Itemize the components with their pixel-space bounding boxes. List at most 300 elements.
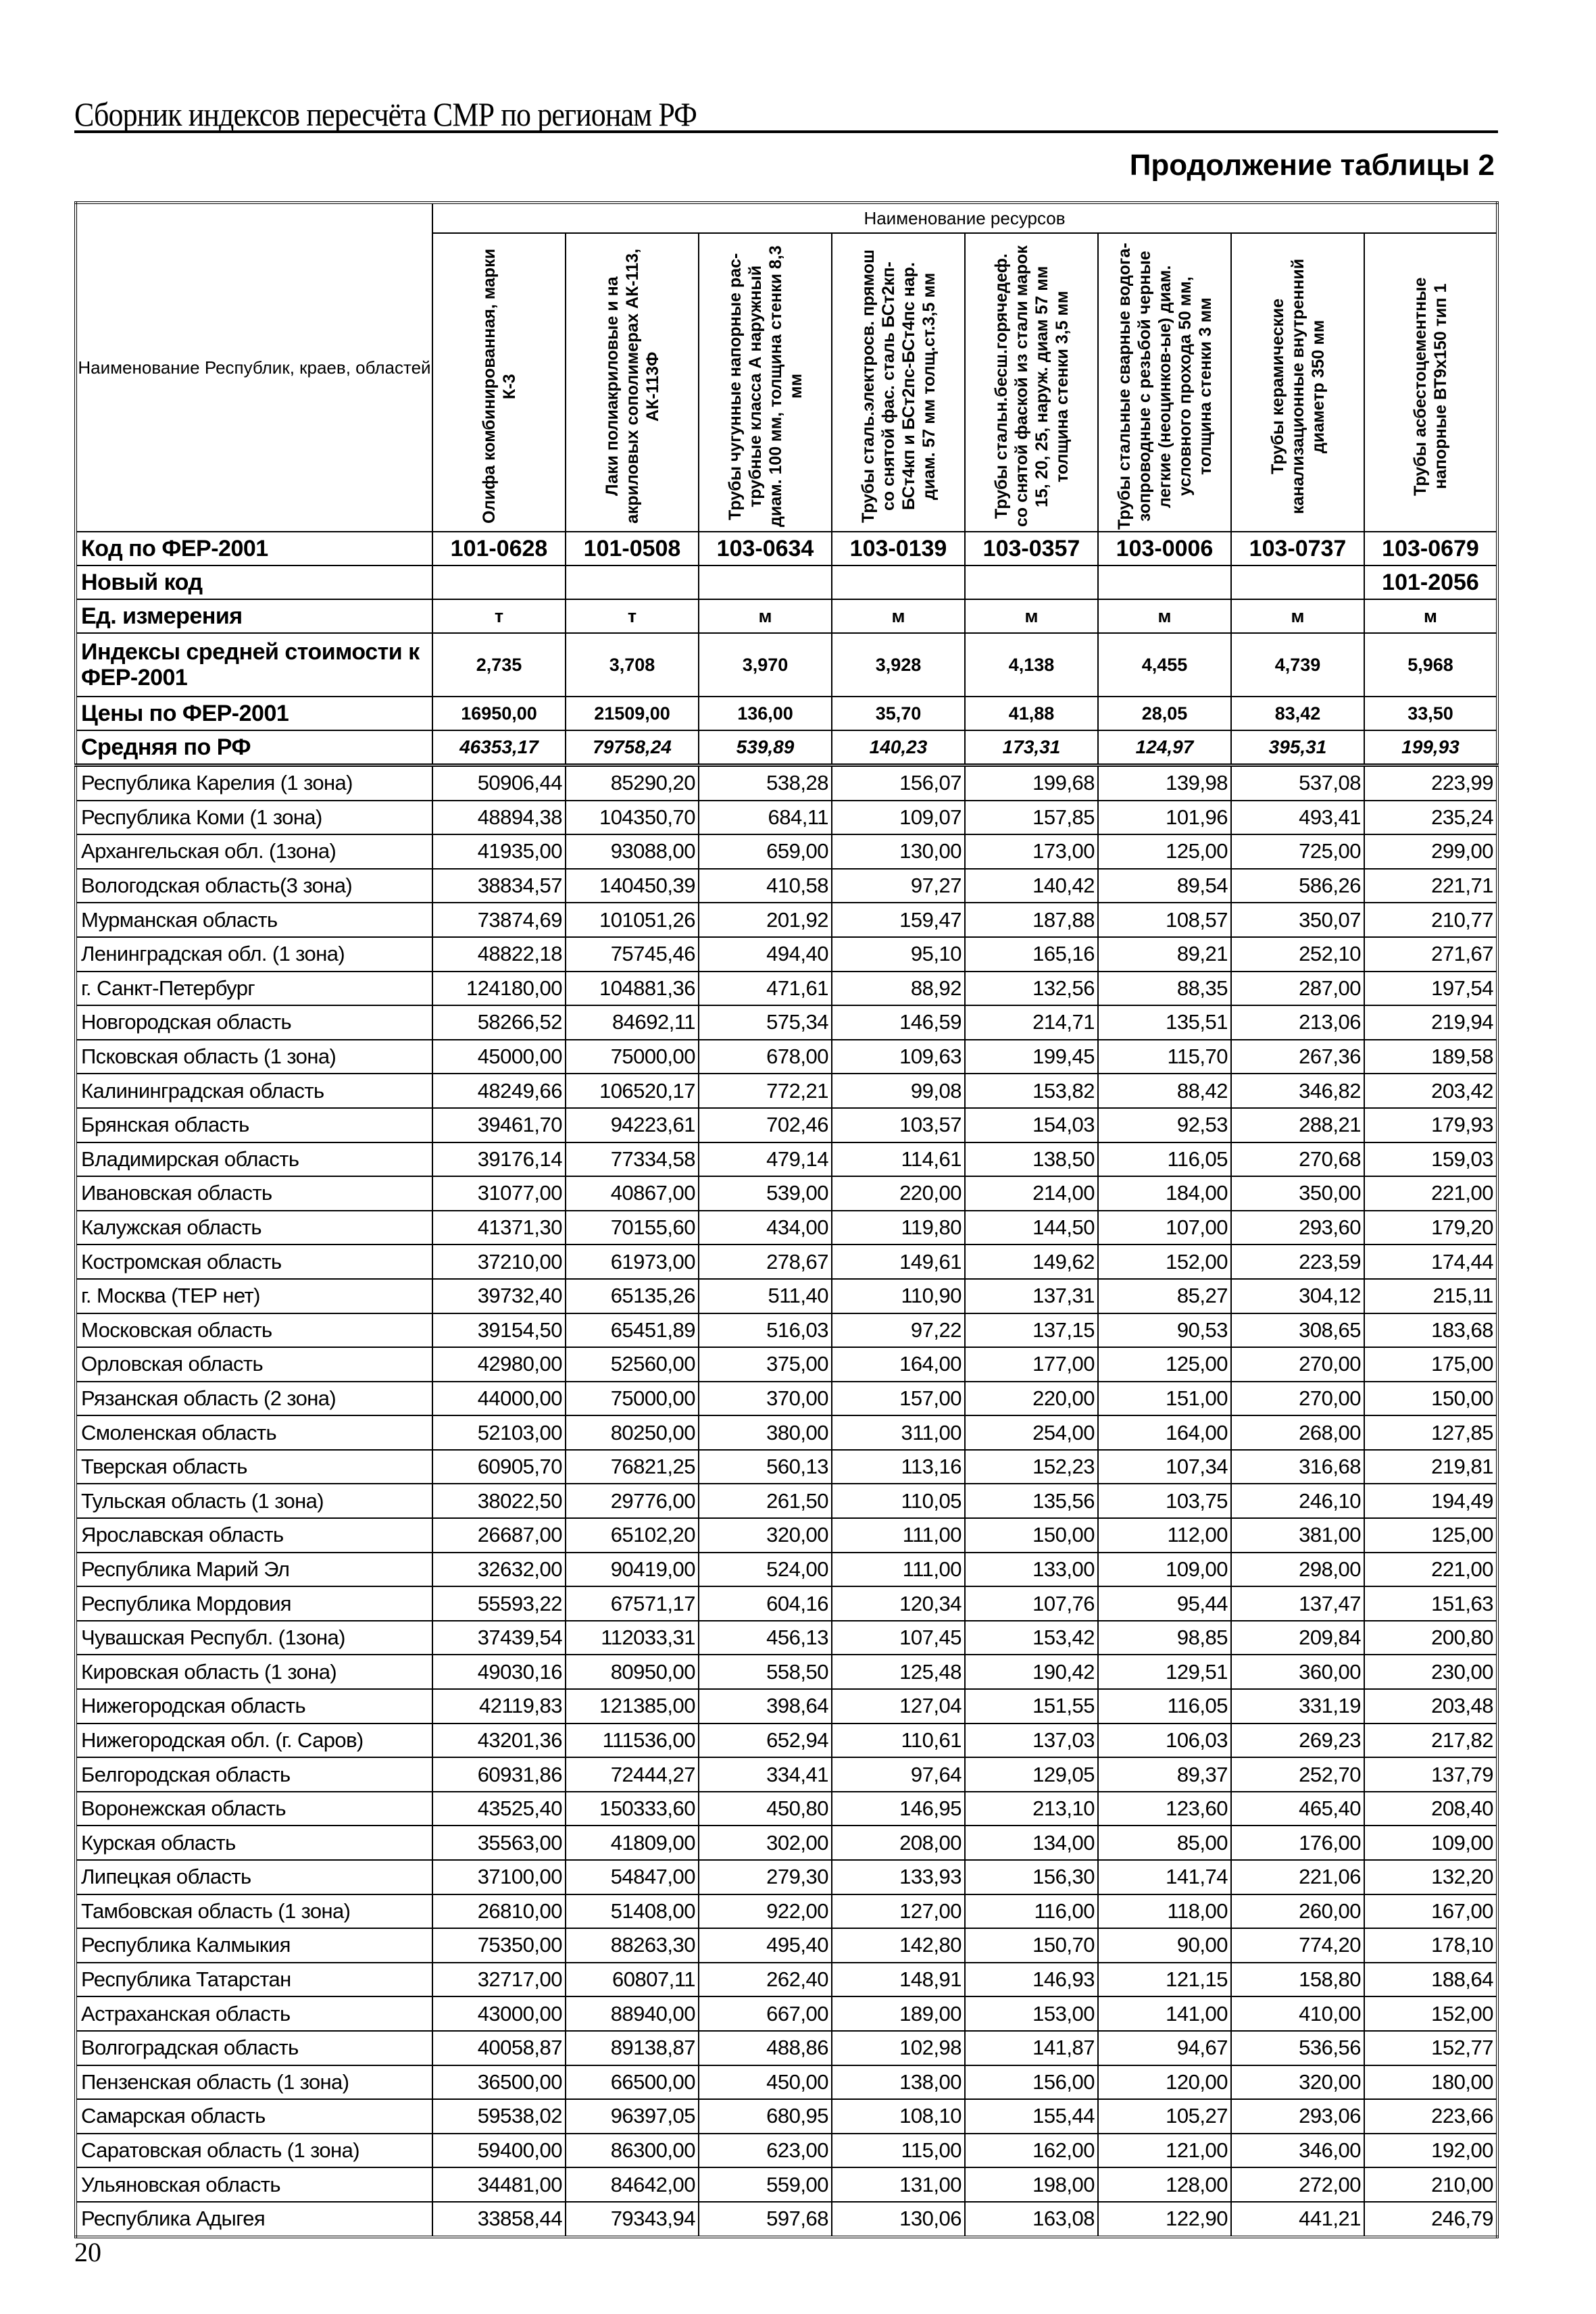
table-cell: 129,51 bbox=[1098, 1655, 1231, 1689]
region-name: Псковская область (1 зона) bbox=[76, 1040, 432, 1074]
table-cell bbox=[965, 565, 1098, 599]
table-cell: 26687,00 bbox=[432, 1518, 566, 1553]
table-cell: 85290,20 bbox=[566, 765, 699, 801]
table-cell: 380,00 bbox=[699, 1415, 832, 1450]
table-cell: 75000,00 bbox=[566, 1040, 699, 1074]
table-cell: 132,20 bbox=[1364, 1860, 1497, 1894]
table-cell: 536,56 bbox=[1231, 2031, 1364, 2065]
table-cell: 101051,26 bbox=[566, 903, 699, 937]
table-cell: 104350,70 bbox=[566, 801, 699, 835]
table-cell: 41,88 bbox=[965, 697, 1098, 730]
table-cell: 103,75 bbox=[1098, 1484, 1231, 1518]
resource-column-label: Трубы сталь.электросв. прямош со снятой фас. сталь БСт2кп-БСт4кп и БСт2пс-БСт4пс нар. диам. 57 мм толщ.ст.3,5 мм bbox=[858, 249, 939, 524]
region-name: Волгоградская область bbox=[76, 2031, 432, 2065]
table-cell: 199,68 bbox=[965, 765, 1098, 801]
table-cell: 135,56 bbox=[965, 1484, 1098, 1518]
table-cell: 70155,60 bbox=[566, 1211, 699, 1245]
table-cell: 135,51 bbox=[1098, 1005, 1231, 1040]
table-cell: 37210,00 bbox=[432, 1244, 566, 1279]
table-cell: 138,00 bbox=[832, 2065, 965, 2100]
table-cell: 221,71 bbox=[1364, 869, 1497, 903]
table-cell: 152,77 bbox=[1364, 2031, 1497, 2065]
region-name: Тверская область bbox=[76, 1450, 432, 1484]
region-name: Брянская область bbox=[76, 1108, 432, 1142]
table-row bbox=[76, 903, 1497, 937]
table-cell: 293,06 bbox=[1231, 2099, 1364, 2134]
region-name: Костромская область bbox=[76, 1244, 432, 1279]
table-cell: м bbox=[832, 599, 965, 633]
table-cell: 375,00 bbox=[699, 1347, 832, 1382]
table-cell: 38834,57 bbox=[432, 869, 566, 903]
table-cell: 141,00 bbox=[1098, 1996, 1231, 2031]
region-name: Саратовская область (1 зона) bbox=[76, 2134, 432, 2168]
resource-column-label: Трубы стальн.бесш.горячедеф. со снятой фаской из стали марок 15, 20, 25, наруж. диам 57 мм толщина стенки 3,5 мм bbox=[991, 245, 1072, 528]
table-cell: 270,00 bbox=[1231, 1382, 1364, 1416]
region-name: Калужская область bbox=[76, 1211, 432, 1245]
table-cell: 54847,00 bbox=[566, 1860, 699, 1894]
table-cell: 103-0679 bbox=[1364, 532, 1497, 565]
table-cell: 43525,40 bbox=[432, 1792, 566, 1826]
table-cell: 157,85 bbox=[965, 801, 1098, 835]
table-cell: 479,14 bbox=[699, 1142, 832, 1177]
table-cell: 203,48 bbox=[1364, 1689, 1497, 1724]
region-name: Ярославская область bbox=[76, 1518, 432, 1553]
table-cell: 26810,00 bbox=[432, 1894, 566, 1929]
table-cell: 493,41 bbox=[1231, 801, 1364, 835]
table-cell: 127,04 bbox=[832, 1689, 965, 1724]
table-cell: 155,44 bbox=[965, 2099, 1098, 2134]
table-cell: 270,00 bbox=[1231, 1347, 1364, 1382]
table-cell: 61973,00 bbox=[566, 1244, 699, 1279]
table-cell: 223,59 bbox=[1231, 1244, 1364, 1279]
table-cell: 89138,87 bbox=[566, 2031, 699, 2065]
region-name: Республика Адыгея bbox=[76, 2202, 432, 2237]
table-cell: 346,00 bbox=[1231, 2134, 1364, 2168]
table-cell: 33,50 bbox=[1364, 697, 1497, 730]
region-name: Республика Калмыкия bbox=[76, 1928, 432, 1963]
table-cell: 101,96 bbox=[1098, 801, 1231, 835]
table-cell: 38022,50 bbox=[432, 1484, 566, 1518]
table-cell: 465,40 bbox=[1231, 1792, 1364, 1826]
table-cell: 221,06 bbox=[1231, 1860, 1364, 1894]
table-cell: 208,00 bbox=[832, 1826, 965, 1860]
resource-column-label: Трубы стальные сварные водога-зопроводные с резьбой черные легкие (неоцинков-ые) диам. условного прохода 50 мм, толщина стенки 3 мм bbox=[1114, 243, 1215, 530]
table-cell: 124180,00 bbox=[432, 972, 566, 1006]
table-cell: 302,00 bbox=[699, 1826, 832, 1860]
table-cell: 28,05 bbox=[1098, 697, 1231, 730]
table-cell: 220,00 bbox=[832, 1176, 965, 1211]
table-cell: 219,94 bbox=[1364, 1005, 1497, 1040]
table-cell: 140,23 bbox=[832, 730, 965, 765]
table-cell bbox=[1098, 565, 1231, 599]
table-cell: 346,82 bbox=[1231, 1074, 1364, 1108]
table-cell: 604,16 bbox=[699, 1586, 832, 1621]
table-cell: 136,00 bbox=[699, 697, 832, 730]
region-name: Курская область bbox=[76, 1826, 432, 1860]
table-cell: 72444,27 bbox=[566, 1757, 699, 1792]
table-cell: 85,00 bbox=[1098, 1826, 1231, 1860]
table-row bbox=[76, 1415, 1497, 1450]
table-cell: 89,37 bbox=[1098, 1757, 1231, 1792]
region-name: Орловская область bbox=[76, 1347, 432, 1382]
table-cell: 103-0357 bbox=[965, 532, 1098, 565]
table-cell: 150,70 bbox=[965, 1928, 1098, 1963]
table-cell: 179,93 bbox=[1364, 1108, 1497, 1142]
table-cell: 80950,00 bbox=[566, 1655, 699, 1689]
table-cell: 188,64 bbox=[1364, 1963, 1497, 1997]
table-cell: 129,05 bbox=[965, 1757, 1098, 1792]
table-row bbox=[76, 1689, 1497, 1724]
table-cell: 46353,17 bbox=[432, 730, 566, 765]
table-cell: 198,00 bbox=[965, 2167, 1098, 2202]
table-cell: 167,00 bbox=[1364, 1894, 1497, 1929]
table-cell: 109,63 bbox=[832, 1040, 965, 1074]
table-cell: 60931,86 bbox=[432, 1757, 566, 1792]
resource-column-header bbox=[566, 233, 699, 532]
table-cell: 67571,17 bbox=[566, 1586, 699, 1621]
table-cell: 558,50 bbox=[699, 1655, 832, 1689]
table-cell: 586,26 bbox=[1231, 869, 1364, 903]
table-row bbox=[76, 1244, 1497, 1279]
table-cell: 434,00 bbox=[699, 1211, 832, 1245]
table-cell: 130,00 bbox=[832, 834, 965, 869]
table-cell: 381,00 bbox=[1231, 1518, 1364, 1553]
table-cell: 106,03 bbox=[1098, 1724, 1231, 1758]
table-cell: 120,00 bbox=[1098, 2065, 1231, 2100]
table-cell: 102,98 bbox=[832, 2031, 965, 2065]
table-cell: 103-0006 bbox=[1098, 532, 1231, 565]
table-cell: 106520,17 bbox=[566, 1074, 699, 1108]
table-cell: 140,42 bbox=[965, 869, 1098, 903]
table-cell: 90,00 bbox=[1098, 1928, 1231, 1963]
table-row bbox=[76, 1792, 1497, 1826]
table-row bbox=[76, 1963, 1497, 1997]
table-cell: 75350,00 bbox=[432, 1928, 566, 1963]
table-cell: 111,00 bbox=[832, 1553, 965, 1587]
table-cell: 2,735 bbox=[432, 633, 566, 697]
table-cell: м bbox=[1098, 599, 1231, 633]
table-cell: 108,57 bbox=[1098, 903, 1231, 937]
resource-column-header bbox=[699, 233, 832, 532]
table-cell: 159,47 bbox=[832, 903, 965, 937]
region-name: Вологодская область(3 зона) bbox=[76, 869, 432, 903]
new-code-row bbox=[76, 565, 1497, 599]
table-cell: м bbox=[699, 599, 832, 633]
table-row bbox=[76, 1142, 1497, 1177]
table-cell: 410,00 bbox=[1231, 1996, 1364, 2031]
table-cell: 48822,18 bbox=[432, 937, 566, 972]
table-cell: 137,31 bbox=[965, 1279, 1098, 1313]
table-cell: 120,34 bbox=[832, 1586, 965, 1621]
table-cell: 94,67 bbox=[1098, 2031, 1231, 2065]
table-row bbox=[76, 1040, 1497, 1074]
table-cell: 37100,00 bbox=[432, 1860, 566, 1894]
table-cell: 304,12 bbox=[1231, 1279, 1364, 1313]
table-cell: 85,27 bbox=[1098, 1279, 1231, 1313]
table-cell: 267,36 bbox=[1231, 1040, 1364, 1074]
table-cell: 97,22 bbox=[832, 1313, 965, 1348]
table-cell: 537,08 bbox=[1231, 765, 1364, 801]
table-cell: 125,48 bbox=[832, 1655, 965, 1689]
table-cell: 450,80 bbox=[699, 1792, 832, 1826]
table-cell: 152,00 bbox=[1364, 1996, 1497, 2031]
table-cell: 410,58 bbox=[699, 869, 832, 903]
table-cell: 116,05 bbox=[1098, 1142, 1231, 1177]
table-cell: 334,41 bbox=[699, 1757, 832, 1792]
table-cell: 197,54 bbox=[1364, 972, 1497, 1006]
region-name: Калининградская область bbox=[76, 1074, 432, 1108]
table-row bbox=[76, 869, 1497, 903]
table-cell: 65135,26 bbox=[566, 1279, 699, 1313]
region-name: Республика Карелия (1 зона) bbox=[76, 765, 432, 801]
table-cell: 51408,00 bbox=[566, 1894, 699, 1929]
row-label: Индексы средней стоимости к ФЕР-2001 bbox=[76, 633, 432, 697]
region-name: Нижегородская обл. (г. Саров) bbox=[76, 1724, 432, 1758]
table-cell: 298,00 bbox=[1231, 1553, 1364, 1587]
table-cell: 79758,24 bbox=[566, 730, 699, 765]
table-cell: 278,67 bbox=[699, 1244, 832, 1279]
resource-column-label: Лаки полиакриловые и на акриловых сополимерах АК-113, АК-113Ф bbox=[602, 249, 662, 524]
region-name: Московская область bbox=[76, 1313, 432, 1348]
table-cell: 80250,00 bbox=[566, 1415, 699, 1450]
table-cell: 39461,70 bbox=[432, 1108, 566, 1142]
table-cell: 110,05 bbox=[832, 1484, 965, 1518]
table-cell: 124,97 bbox=[1098, 730, 1231, 765]
table-cell: 162,00 bbox=[965, 2134, 1098, 2168]
resource-column-label: Трубы чугунные напорные рас-трубные класса А наружный диам. 100 мм, толщина стенки 8,3 мм bbox=[725, 245, 805, 528]
table-cell: 116,05 bbox=[1098, 1689, 1231, 1724]
table-cell: 88,42 bbox=[1098, 1074, 1231, 1108]
table-cell: 539,00 bbox=[699, 1176, 832, 1211]
region-name: Чувашская Республ. (1зона) bbox=[76, 1621, 432, 1655]
table-cell: 215,11 bbox=[1364, 1279, 1497, 1313]
region-name: Нижегородская область bbox=[76, 1689, 432, 1724]
table-cell: 79343,94 bbox=[566, 2202, 699, 2237]
table-cell: т bbox=[566, 599, 699, 633]
table-cell: 44000,00 bbox=[432, 1382, 566, 1416]
table-cell: 331,19 bbox=[1231, 1689, 1364, 1724]
table-cell: 395,31 bbox=[1231, 730, 1364, 765]
table-row bbox=[76, 1176, 1497, 1211]
table-cell: 138,50 bbox=[965, 1142, 1098, 1177]
table-cell: 121,00 bbox=[1098, 2134, 1231, 2168]
table-cell: 260,00 bbox=[1231, 1894, 1364, 1929]
table-cell: 184,00 bbox=[1098, 1176, 1231, 1211]
table-cell: 128,00 bbox=[1098, 2167, 1231, 2202]
table-cell: 221,00 bbox=[1364, 1176, 1497, 1211]
table-cell: 163,08 bbox=[965, 2202, 1098, 2237]
resource-column-header bbox=[1364, 233, 1497, 532]
table-cell: 194,49 bbox=[1364, 1484, 1497, 1518]
table-cell: 495,40 bbox=[699, 1928, 832, 1963]
resource-column-header bbox=[1231, 233, 1364, 532]
table-cell: 702,46 bbox=[699, 1108, 832, 1142]
resource-column-header bbox=[832, 233, 965, 532]
table-cell: 107,00 bbox=[1098, 1211, 1231, 1245]
cost-index-row bbox=[76, 633, 1497, 697]
table-cell: 84642,00 bbox=[566, 2167, 699, 2202]
table-cell: 73874,69 bbox=[432, 903, 566, 937]
region-name: Рязанская область (2 зона) bbox=[76, 1382, 432, 1416]
table-cell: 60807,11 bbox=[566, 1963, 699, 1997]
table-cell: 153,82 bbox=[965, 1074, 1098, 1108]
table-cell: 39154,50 bbox=[432, 1313, 566, 1348]
table-cell: 279,30 bbox=[699, 1860, 832, 1894]
table-cell: 220,00 bbox=[965, 1382, 1098, 1416]
region-name: Владимирская область bbox=[76, 1142, 432, 1177]
table-cell: т bbox=[432, 599, 566, 633]
table-cell: 223,99 bbox=[1364, 765, 1497, 801]
table-cell: 101-0508 bbox=[566, 532, 699, 565]
table-row bbox=[76, 1211, 1497, 1245]
table-cell: 109,07 bbox=[832, 801, 965, 835]
table-cell: 86300,00 bbox=[566, 2134, 699, 2168]
table-cell: 137,79 bbox=[1364, 1757, 1497, 1792]
table-cell: 125,00 bbox=[1098, 834, 1231, 869]
table-cell: 116,00 bbox=[965, 1894, 1098, 1929]
table-cell: 200,80 bbox=[1364, 1621, 1497, 1655]
table-cell: 157,00 bbox=[832, 1382, 965, 1416]
table-row bbox=[76, 1347, 1497, 1382]
table-cell: 16950,00 bbox=[432, 697, 566, 730]
price-index-table bbox=[74, 201, 1499, 2238]
table-row bbox=[76, 2134, 1497, 2168]
table-cell bbox=[566, 565, 699, 599]
fer-code-row bbox=[76, 532, 1497, 565]
table-cell: 96397,05 bbox=[566, 2099, 699, 2134]
table-row bbox=[76, 972, 1497, 1006]
table-cell: 252,10 bbox=[1231, 937, 1364, 972]
region-name: г. Санкт-Петербург bbox=[76, 972, 432, 1006]
table-row bbox=[76, 937, 1497, 972]
table-cell: 98,85 bbox=[1098, 1621, 1231, 1655]
table-cell: 680,95 bbox=[699, 2099, 832, 2134]
table-cell: 32717,00 bbox=[432, 1963, 566, 1997]
table-cell: 88,92 bbox=[832, 972, 965, 1006]
table-cell: 66500,00 bbox=[566, 2065, 699, 2100]
rf-average-row bbox=[76, 730, 1497, 765]
table-row bbox=[76, 1724, 1497, 1758]
table-cell: 180,00 bbox=[1364, 2065, 1497, 2100]
table-cell: 133,00 bbox=[965, 1553, 1098, 1587]
table-row bbox=[76, 801, 1497, 835]
table-cell: 151,55 bbox=[965, 1689, 1098, 1724]
table-cell: 488,86 bbox=[699, 2031, 832, 2065]
table-cell: 320,00 bbox=[699, 1518, 832, 1553]
table-cell: 110,61 bbox=[832, 1724, 965, 1758]
table-cell: 262,40 bbox=[699, 1963, 832, 1997]
table-row bbox=[76, 1553, 1497, 1587]
table-cell: 516,03 bbox=[699, 1313, 832, 1348]
table-row bbox=[76, 1621, 1497, 1655]
table-row bbox=[76, 1860, 1497, 1894]
table-cell: 101-0628 bbox=[432, 532, 566, 565]
table-cell: 33858,44 bbox=[432, 2202, 566, 2237]
table-cell: 37439,54 bbox=[432, 1621, 566, 1655]
table-cell: 137,47 bbox=[1231, 1586, 1364, 1621]
table-cell: 684,11 bbox=[699, 801, 832, 835]
table-cell: 125,00 bbox=[1364, 1518, 1497, 1553]
table-cell: 203,42 bbox=[1364, 1074, 1497, 1108]
row-label: Цены по ФЕР-2001 bbox=[76, 697, 432, 730]
table-cell: 252,70 bbox=[1231, 1757, 1364, 1792]
table-cell: 32632,00 bbox=[432, 1553, 566, 1587]
table-cell: 93088,00 bbox=[566, 834, 699, 869]
table-row bbox=[76, 1894, 1497, 1929]
table-cell: м bbox=[965, 599, 1098, 633]
table-cell: 41809,00 bbox=[566, 1826, 699, 1860]
table-cell: 31077,00 bbox=[432, 1176, 566, 1211]
table-cell: 48894,38 bbox=[432, 801, 566, 835]
resources-group-header: Наименование ресурсов bbox=[432, 203, 1497, 233]
table-cell: 3,970 bbox=[699, 633, 832, 697]
table-cell: 97,27 bbox=[832, 869, 965, 903]
region-name: Республика Марий Эл bbox=[76, 1553, 432, 1587]
table-row bbox=[76, 2202, 1497, 2237]
table-cell: 398,64 bbox=[699, 1689, 832, 1724]
table-cell: 360,00 bbox=[1231, 1655, 1364, 1689]
table-cell: 35563,00 bbox=[432, 1826, 566, 1860]
table-cell: 179,20 bbox=[1364, 1211, 1497, 1245]
resource-column-label: Олифа комбинированная, марки К-3 bbox=[479, 249, 519, 524]
table-row bbox=[76, 1484, 1497, 1518]
table-cell: 217,82 bbox=[1364, 1724, 1497, 1758]
table-cell: 350,07 bbox=[1231, 903, 1364, 937]
table-cell: 89,54 bbox=[1098, 869, 1231, 903]
table-cell: 144,50 bbox=[965, 1211, 1098, 1245]
table-cell: 130,06 bbox=[832, 2202, 965, 2237]
table-cell: 270,68 bbox=[1231, 1142, 1364, 1177]
table-cell: 623,00 bbox=[699, 2134, 832, 2168]
table-cell: 125,00 bbox=[1098, 1347, 1231, 1382]
unit-row bbox=[76, 599, 1497, 633]
table-cell: 43000,00 bbox=[432, 1996, 566, 2031]
table-cell: 678,00 bbox=[699, 1040, 832, 1074]
region-name: Новгородская область bbox=[76, 1005, 432, 1040]
resource-column-header bbox=[1098, 233, 1231, 532]
table-cell: 223,66 bbox=[1364, 2099, 1497, 2134]
header-rule bbox=[74, 130, 1498, 133]
table-cell: 95,44 bbox=[1098, 1586, 1231, 1621]
table-cell: 137,03 bbox=[965, 1724, 1098, 1758]
table-cell bbox=[432, 565, 566, 599]
table-row bbox=[76, 1826, 1497, 1860]
page-number: 20 bbox=[74, 2237, 101, 2267]
table-cell: 108,10 bbox=[832, 2099, 965, 2134]
table-cell: 131,00 bbox=[832, 2167, 965, 2202]
table-cell: 261,50 bbox=[699, 1484, 832, 1518]
table-cell: 246,79 bbox=[1364, 2202, 1497, 2237]
table-cell: 559,00 bbox=[699, 2167, 832, 2202]
row-label: Ед. измерения bbox=[76, 599, 432, 633]
table-cell: 176,00 bbox=[1231, 1826, 1364, 1860]
table-cell: 774,20 bbox=[1231, 1928, 1364, 1963]
table-cell: 99,08 bbox=[832, 1074, 965, 1108]
table-cell: 84692,11 bbox=[566, 1005, 699, 1040]
table-cell: 5,968 bbox=[1364, 633, 1497, 697]
region-name: Липецкая область bbox=[76, 1860, 432, 1894]
table-cell: 156,00 bbox=[965, 2065, 1098, 2100]
table-cell: 667,00 bbox=[699, 1996, 832, 2031]
region-name: Кировская область (1 зона) bbox=[76, 1655, 432, 1689]
table-cell: 153,42 bbox=[965, 1621, 1098, 1655]
table-cell: 39176,14 bbox=[432, 1142, 566, 1177]
table-cell: 174,44 bbox=[1364, 1244, 1497, 1279]
table-cell: 89,21 bbox=[1098, 937, 1231, 972]
table-cell: 311,00 bbox=[832, 1415, 965, 1450]
table-row bbox=[76, 1450, 1497, 1484]
region-name: Республика Коми (1 зона) bbox=[76, 801, 432, 835]
